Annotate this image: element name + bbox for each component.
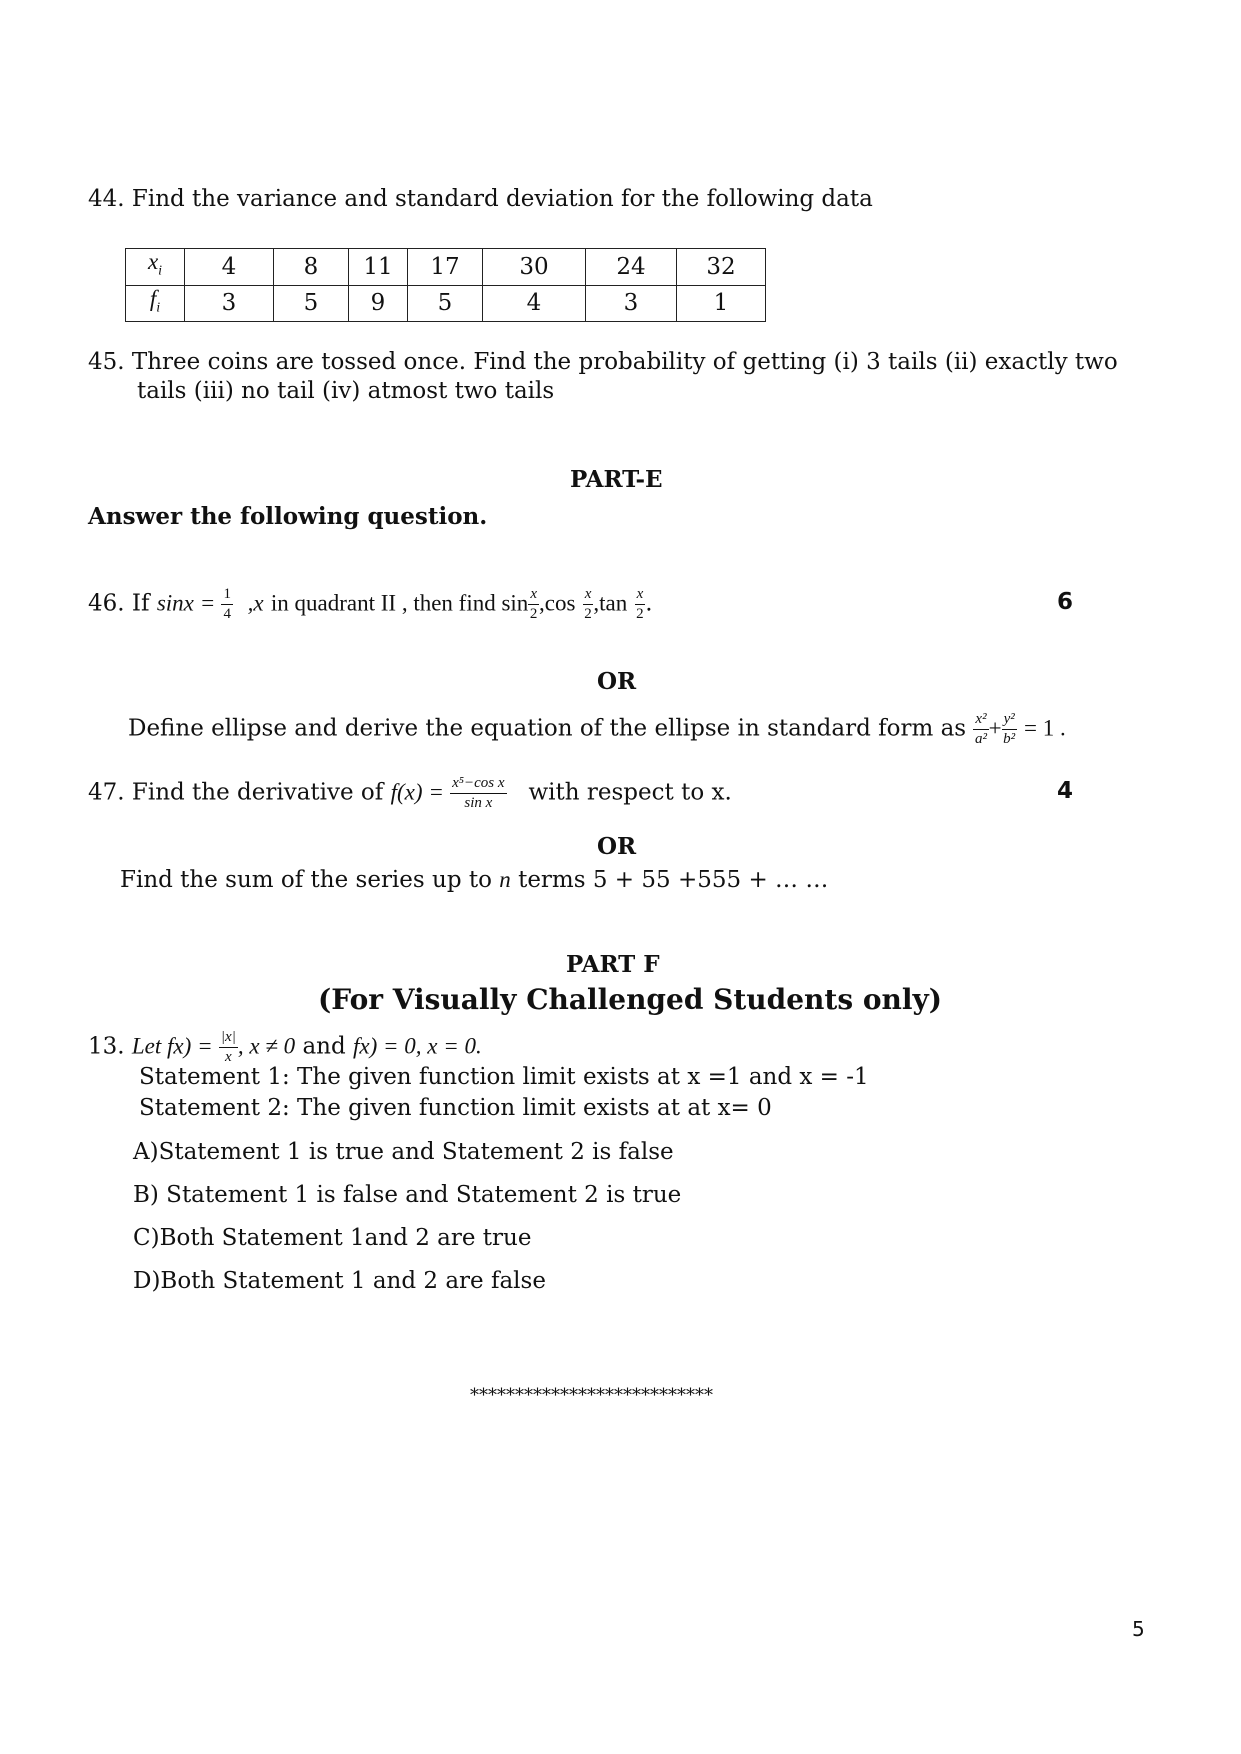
option-d: D)Both Statement 1 and 2 are false: [133, 1268, 546, 1294]
table-cell: 3: [185, 285, 274, 322]
q45-number: 45.: [88, 349, 125, 375]
fraction-abs-x-over-x: $\frac{|x|}{x}$: [220, 1029, 236, 1065]
table-cell: 4: [185, 249, 274, 286]
table-cell: 9: [349, 285, 408, 322]
page-number: 5: [1132, 1617, 1145, 1641]
fraction-y2-over-b2: $\frac{\text{y²}}{\text{b²}}$: [1003, 711, 1016, 747]
or-divider: OR: [597, 668, 637, 695]
q46-alternative: Define ellipse and derive the equation of the ellipse in standard form as $\frac{\text{x²}}{\text{a²}}$ + $\frac{\text{y²}}{\text{b²}}$ = 1 .: [128, 711, 1066, 747]
q47-question: 47. Find the derivative of f(x) = $\frac{\text{x⁵−cos x}}{\text{sin x}}$ with respect to x.: [88, 775, 732, 811]
table-cell: 17: [408, 249, 483, 286]
q44-text: Find the variance and standard deviation for the following data: [131, 186, 873, 212]
fraction-derivative: $\frac{\text{x⁵−cos x}}{\text{sin x}}$: [452, 775, 505, 811]
table-cell: 5: [408, 285, 483, 322]
option-c: C)Both Statement 1and 2 are true: [133, 1225, 532, 1251]
part-f-subtitle: (For Visually Challenged Students only): [318, 983, 943, 1016]
frequency-table: [125, 248, 766, 322]
q46-marks: 6: [1057, 589, 1074, 615]
fraction-x-over-2: $\frac{x}{2}$: [584, 586, 592, 622]
q47-marks: 4: [1057, 778, 1074, 804]
table-cell: 32: [677, 249, 766, 286]
q44-number: 44.: [88, 186, 125, 212]
option-a: A)Statement 1 is true and Statement 2 is false: [133, 1139, 674, 1165]
table-row-f: [126, 285, 766, 322]
row-header-f: $f_i$: [126, 285, 185, 322]
q47-alternative: Find the sum of the series up to n terms 5 + 55 +555 + … …: [120, 867, 829, 893]
q44-question: [88, 186, 873, 212]
part-f-title: PART F: [566, 951, 660, 978]
q45-line2: tails (iii) no tail (iv) atmost two tails: [137, 378, 555, 404]
q13-statement-2: Statement 2: The given function limit exists at at x= 0: [139, 1095, 772, 1121]
fraction-x-over-2: $\frac{x}{2}$: [636, 586, 644, 622]
table-cell: 1: [677, 285, 766, 322]
table-cell: 4: [483, 285, 586, 322]
table-cell: 24: [586, 249, 677, 286]
part-e-title: PART-E: [570, 466, 663, 493]
table-cell: 5: [274, 285, 349, 322]
q45-line1: 45. Three coins are tossed once. Find the probability of getting (i) 3 tails (ii) exactly two: [88, 349, 1118, 375]
q46-question: 46. If sinx = $\frac{1}{4}$ ,x in quadrant II , then find sin $\frac{x}{2}$ ,cos $\frac{x}{2}$ ,tan $\frac{x}{2}$ .: [88, 586, 653, 622]
q13-question: 13. Let fx) = $\frac{|x|}{x}$ , x ≠ 0 and fx) = 0, x = 0.: [88, 1029, 482, 1065]
table-row-x: [126, 249, 766, 286]
end-of-paper-stars: ***************************: [470, 1385, 713, 1406]
fraction-x-over-2: $\frac{x}{2}$: [529, 586, 538, 622]
part-e-instruction: Answer the following question.: [88, 503, 488, 530]
option-b: B) Statement 1 is false and Statement 2 is true: [133, 1182, 682, 1208]
fraction-one-quarter: $\frac{1}{4}$: [223, 586, 231, 622]
fraction-x2-over-a2: $\frac{\text{x²}}{\text{a²}}$: [975, 711, 987, 747]
table-cell: 3: [586, 285, 677, 322]
or-divider: OR: [597, 833, 637, 860]
row-header-x: $x_i$: [126, 249, 185, 286]
table-cell: 30: [483, 249, 586, 286]
table-cell: 8: [274, 249, 349, 286]
q13-statement-1: Statement 1: The given function limit exists at x =1 and x = -1: [139, 1064, 869, 1090]
table-cell: 11: [349, 249, 408, 286]
